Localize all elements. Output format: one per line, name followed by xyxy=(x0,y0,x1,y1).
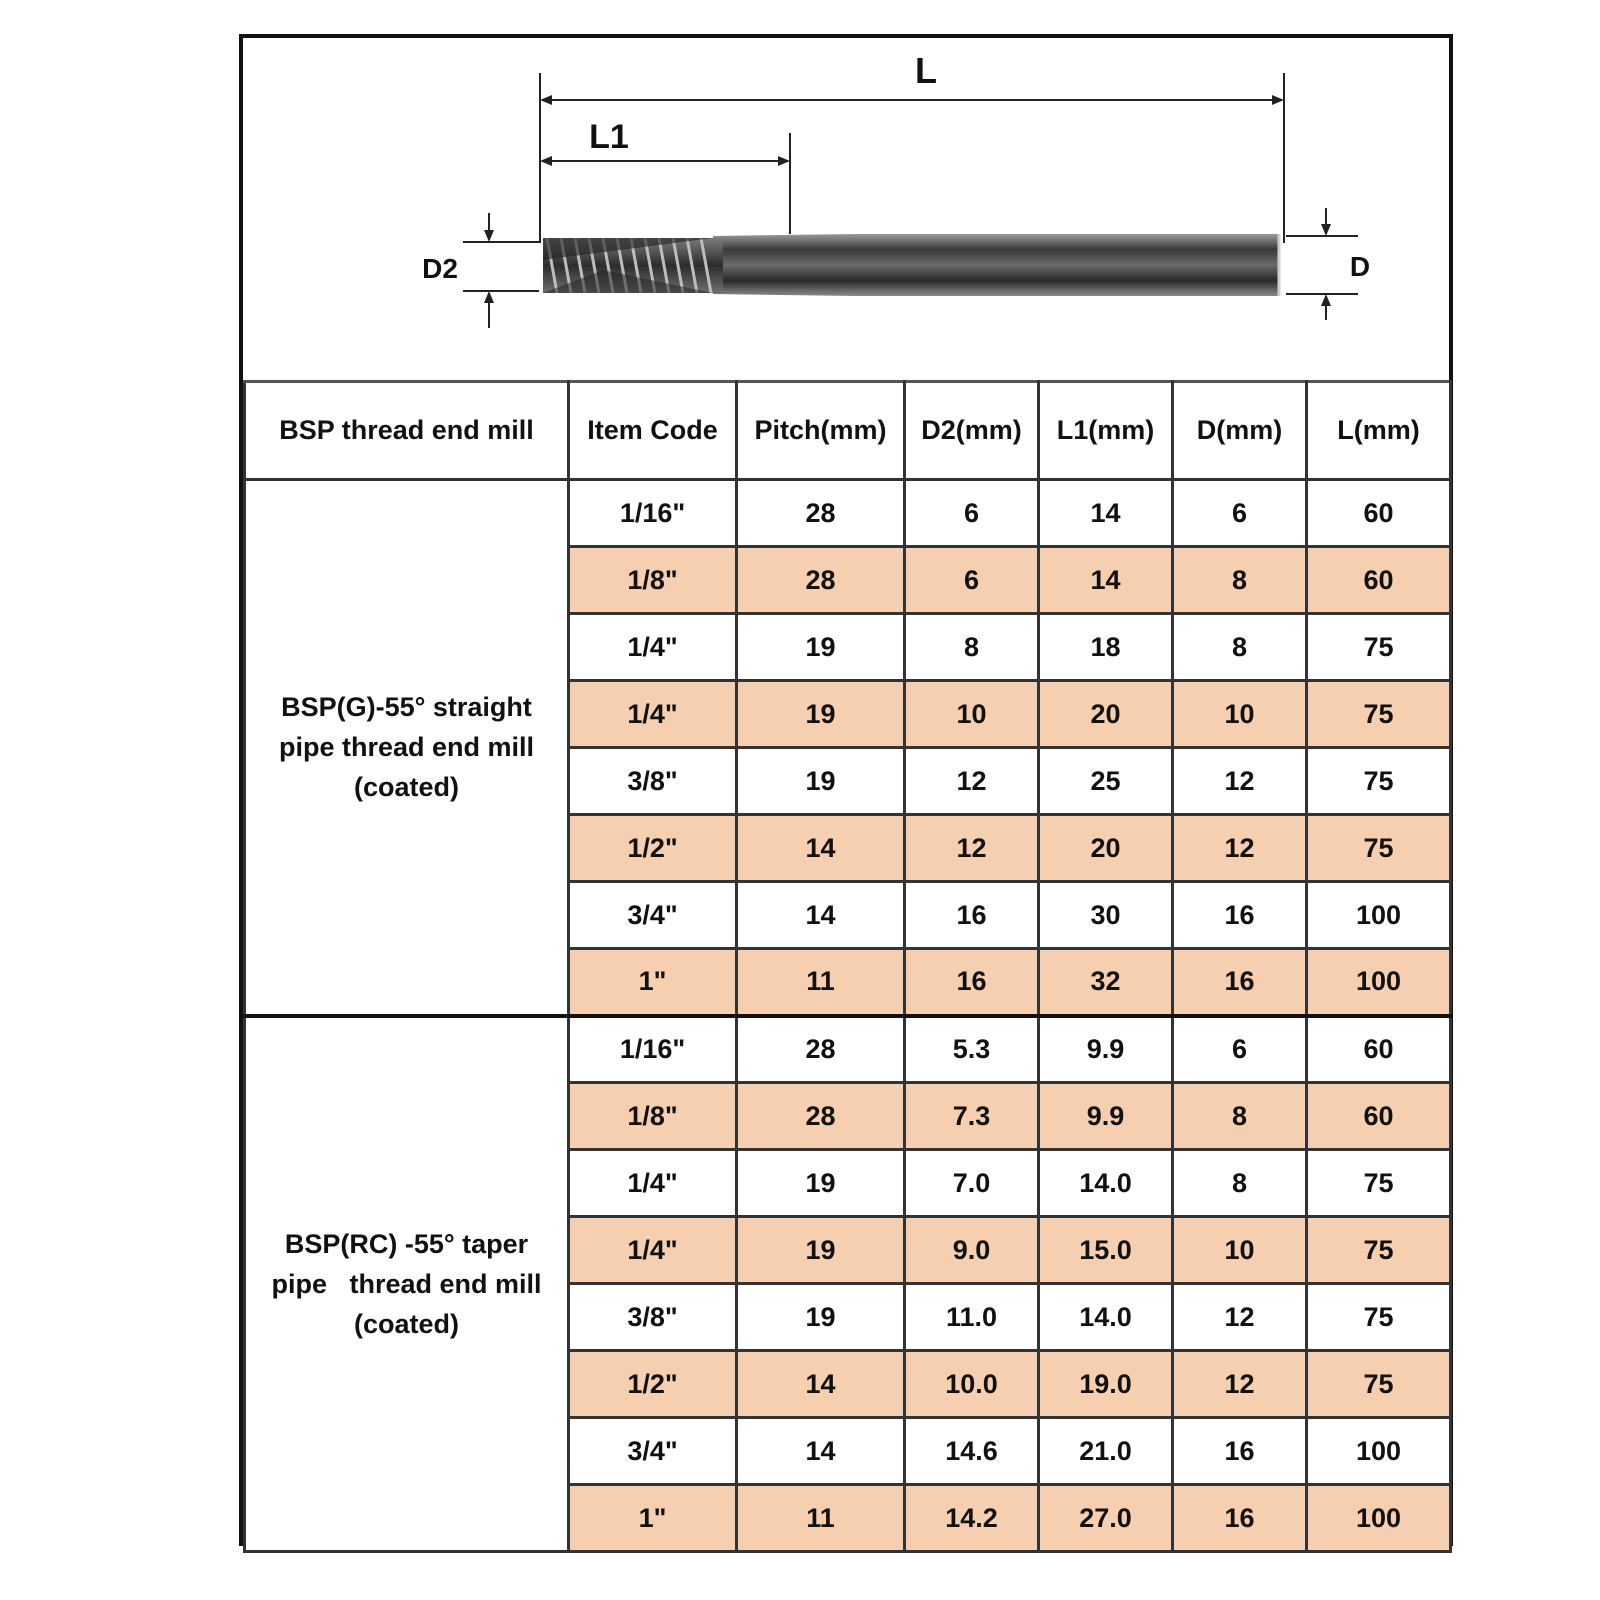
cell-item-code: 1/2" xyxy=(569,815,737,882)
spec-sheet xyxy=(239,34,1453,1546)
cell-item-code: 1" xyxy=(569,1485,737,1552)
label-d2: D2 xyxy=(422,253,458,284)
cell-l1: 30 xyxy=(1039,882,1173,949)
cell-d: 16 xyxy=(1173,1485,1307,1552)
cell-l: 60 xyxy=(1307,1016,1451,1083)
column-header: BSP thread end mill xyxy=(245,382,569,480)
group-label: BSP(G)-55° straight pipe thread end mill (coated) xyxy=(245,480,569,1016)
cell-l: 60 xyxy=(1307,480,1451,547)
column-header: D2(mm) xyxy=(905,382,1039,480)
cell-l1: 27.0 xyxy=(1039,1485,1173,1552)
cell-pitch: 28 xyxy=(737,1016,905,1083)
cell-item-code: 1/4" xyxy=(569,681,737,748)
cell-d2: 16 xyxy=(905,949,1039,1016)
cell-l: 75 xyxy=(1307,1150,1451,1217)
cell-l1: 20 xyxy=(1039,815,1173,882)
cell-d: 16 xyxy=(1173,882,1307,949)
cell-pitch: 19 xyxy=(737,614,905,681)
cell-l: 75 xyxy=(1307,748,1451,815)
cell-d: 12 xyxy=(1173,748,1307,815)
cell-d2: 16 xyxy=(905,882,1039,949)
dimension-l1 xyxy=(540,118,790,234)
cell-l1: 19.0 xyxy=(1039,1351,1173,1418)
cell-d2: 8 xyxy=(905,614,1039,681)
cell-pitch: 11 xyxy=(737,1485,905,1552)
cell-d: 12 xyxy=(1173,1284,1307,1351)
dimension-d xyxy=(1286,208,1370,320)
cell-pitch: 14 xyxy=(737,1351,905,1418)
cell-pitch: 19 xyxy=(737,1217,905,1284)
cell-pitch: 14 xyxy=(737,1418,905,1485)
cell-d2: 12 xyxy=(905,815,1039,882)
header-row xyxy=(245,382,1451,480)
label-l: L xyxy=(915,50,937,91)
end-mill-image xyxy=(543,234,1279,296)
column-header: D(mm) xyxy=(1173,382,1307,480)
cell-d: 16 xyxy=(1173,949,1307,1016)
column-header: L(mm) xyxy=(1307,382,1451,480)
cell-l1: 9.9 xyxy=(1039,1016,1173,1083)
cell-d: 6 xyxy=(1173,1016,1307,1083)
column-header: L1(mm) xyxy=(1039,382,1173,480)
cell-d: 8 xyxy=(1173,614,1307,681)
cell-l1: 18 xyxy=(1039,614,1173,681)
cell-l1: 14 xyxy=(1039,547,1173,614)
cell-d: 8 xyxy=(1173,1150,1307,1217)
cell-item-code: 1/4" xyxy=(569,614,737,681)
cell-pitch: 28 xyxy=(737,547,905,614)
cell-l: 100 xyxy=(1307,1485,1451,1552)
cell-l: 75 xyxy=(1307,815,1451,882)
cell-l: 75 xyxy=(1307,1351,1451,1418)
cell-d2: 14.2 xyxy=(905,1485,1039,1552)
cell-d2: 11.0 xyxy=(905,1284,1039,1351)
cell-pitch: 11 xyxy=(737,949,905,1016)
cell-l: 75 xyxy=(1307,1284,1451,1351)
cell-d: 10 xyxy=(1173,1217,1307,1284)
dimension-l xyxy=(540,50,1284,243)
cell-l1: 21.0 xyxy=(1039,1418,1173,1485)
cell-d2: 7.0 xyxy=(905,1150,1039,1217)
cell-item-code: 1/2" xyxy=(569,1351,737,1418)
cell-pitch: 19 xyxy=(737,1284,905,1351)
cell-l: 100 xyxy=(1307,1418,1451,1485)
cell-pitch: 19 xyxy=(737,748,905,815)
cell-l1: 14.0 xyxy=(1039,1150,1173,1217)
cell-item-code: 1" xyxy=(569,949,737,1016)
cell-l1: 20 xyxy=(1039,681,1173,748)
table-row xyxy=(245,480,1451,547)
cell-item-code: 3/8" xyxy=(569,748,737,815)
label-l1: L1 xyxy=(589,118,629,156)
cell-item-code: 1/4" xyxy=(569,1150,737,1217)
cell-l: 60 xyxy=(1307,547,1451,614)
cell-d2: 10.0 xyxy=(905,1351,1039,1418)
cell-d: 12 xyxy=(1173,815,1307,882)
cell-pitch: 19 xyxy=(737,1150,905,1217)
cell-d2: 5.3 xyxy=(905,1016,1039,1083)
cell-d2: 6 xyxy=(905,547,1039,614)
table-row xyxy=(245,1016,1451,1083)
cell-item-code: 1/16" xyxy=(569,480,737,547)
cell-l1: 32 xyxy=(1039,949,1173,1016)
cell-item-code: 1/8" xyxy=(569,1083,737,1150)
cell-item-code: 3/8" xyxy=(569,1284,737,1351)
cell-item-code: 3/4" xyxy=(569,1418,737,1485)
end-mill-diagram xyxy=(243,38,1449,380)
cell-pitch: 14 xyxy=(737,815,905,882)
cell-d: 8 xyxy=(1173,547,1307,614)
cell-l1: 14.0 xyxy=(1039,1284,1173,1351)
cell-l: 75 xyxy=(1307,681,1451,748)
cell-l: 75 xyxy=(1307,614,1451,681)
dimension-d2 xyxy=(422,213,539,328)
cell-l1: 9.9 xyxy=(1039,1083,1173,1150)
column-header: Pitch(mm) xyxy=(737,382,905,480)
cell-d2: 14.6 xyxy=(905,1418,1039,1485)
cell-d: 16 xyxy=(1173,1418,1307,1485)
cell-pitch: 28 xyxy=(737,1083,905,1150)
cell-d: 10 xyxy=(1173,681,1307,748)
cell-item-code: 1/16" xyxy=(569,1016,737,1083)
cell-d2: 7.3 xyxy=(905,1083,1039,1150)
cell-pitch: 19 xyxy=(737,681,905,748)
cell-l: 75 xyxy=(1307,1217,1451,1284)
cell-d2: 9.0 xyxy=(905,1217,1039,1284)
cell-d: 6 xyxy=(1173,480,1307,547)
cell-pitch: 28 xyxy=(737,480,905,547)
cell-d: 12 xyxy=(1173,1351,1307,1418)
label-d: D xyxy=(1349,251,1371,282)
column-header: Item Code xyxy=(569,382,737,480)
cell-item-code: 1/8" xyxy=(569,547,737,614)
cell-l: 100 xyxy=(1307,949,1451,1016)
cell-l: 60 xyxy=(1307,1083,1451,1150)
group-label: BSP(RC) -55° taper pipe thread end mill (coated) xyxy=(245,1016,569,1552)
cell-l1: 14 xyxy=(1039,480,1173,547)
cell-item-code: 3/4" xyxy=(569,882,737,949)
cell-d2: 12 xyxy=(905,748,1039,815)
cell-d: 8 xyxy=(1173,1083,1307,1150)
cell-l: 100 xyxy=(1307,882,1451,949)
spec-table xyxy=(243,380,1452,1553)
cell-l1: 25 xyxy=(1039,748,1173,815)
cell-d2: 6 xyxy=(905,480,1039,547)
cell-item-code: 1/4" xyxy=(569,1217,737,1284)
cell-d2: 10 xyxy=(905,681,1039,748)
cell-l1: 15.0 xyxy=(1039,1217,1173,1284)
cell-pitch: 14 xyxy=(737,882,905,949)
